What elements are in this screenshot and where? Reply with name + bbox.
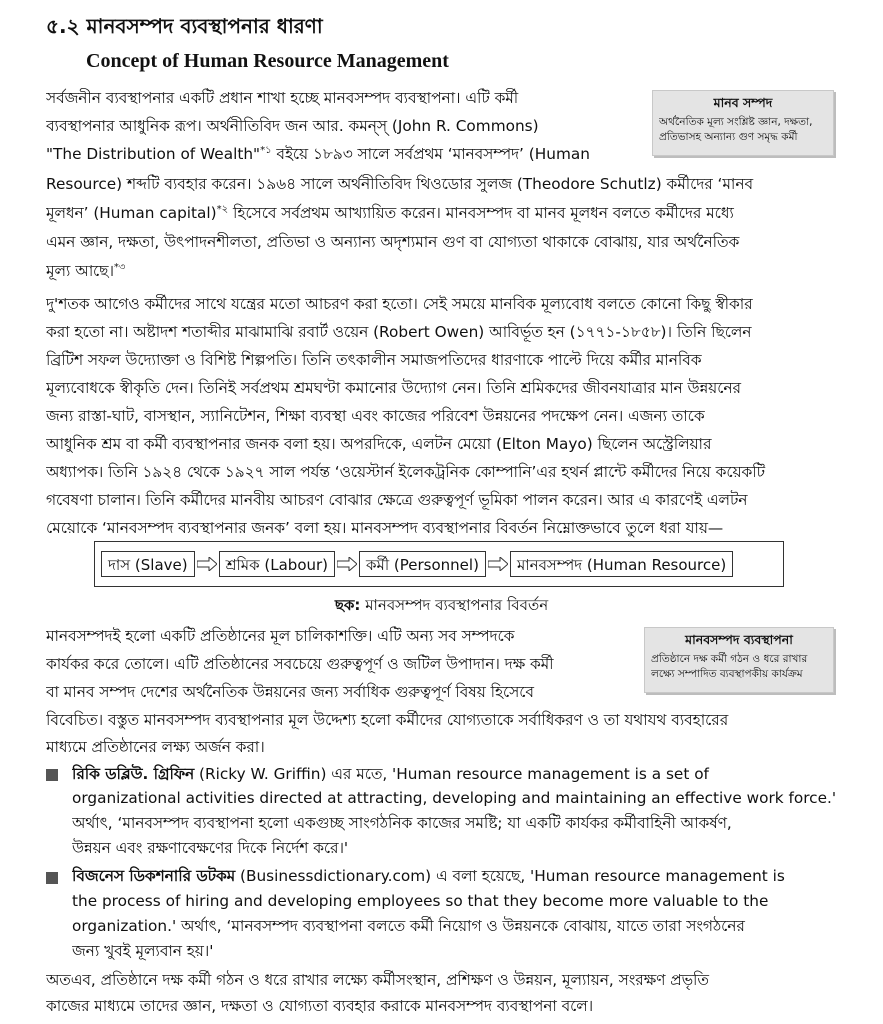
para1-line: মূল্য আছে।$^{*৩}$ xyxy=(46,261,126,280)
para2-line: গবেষণা চালান। তিনি কর্মীদের মানবীয় আচরণ বোঝার ক্ষেত্রে গুরুত্বপূর্ণ ভূমিকা পালন করেন। আর এ কারণেই এলটন xyxy=(46,491,748,509)
para3-line: মাধ্যমে প্রতিষ্ঠানের লক্ষ্য অর্জন করা। xyxy=(46,738,265,756)
note-line: প্রতিষ্ঠানে দক্ষ কর্মী গঠন ও ধরে রাখার xyxy=(651,653,808,665)
para3-line: মানবসম্পদই হলো একটি প্রতিষ্ঠানের মূল চালিকাশক্তি। এটি অন্য সব সম্পদকে xyxy=(46,627,515,645)
section-title: ৫.২ মানবসম্পদ ব্যবস্থাপনার ধারণা xyxy=(46,14,323,38)
para2-line: ব্রিটিশ সফল উদ্যোক্তা ও বিশিষ্ট শিল্পপতি। তিনি তৎকালীন সমাজপতিদের ধারণাকে পাল্টে দিয়ে কর্মীর মানবিক xyxy=(46,351,702,369)
arrow-right-icon xyxy=(488,557,508,571)
para2-line: অধ্যাপক। তিনি ১৯২৪ থেকে ১৯২৭ সাল পর্যন্ত ‘ওয়েস্টার্ন ইলেকট্রনিক কোম্পানি’এর হথর্ন প্লান্টে কর্মীদের নিয়ে কয়েকটি xyxy=(46,463,765,481)
flow-step-slave: দাস (Slave) xyxy=(101,551,195,577)
note-title: মানবসম্পদ ব্যবস্থাপনা xyxy=(685,632,793,647)
section-subtitle: Concept of Human Resource Management xyxy=(86,50,449,72)
bullet2-line: organization.' অর্থাৎ, ‘মানবসম্পদ ব্যবস্থাপনা বলতে কর্মী নিয়োগ ও উন্নয়নকে বোঝায়, যাতে তারা সংগঠনের xyxy=(72,917,745,935)
bullet2-line: জন্য খুবই মূল্যবান হয়।' xyxy=(72,942,214,960)
note-title: মানব সম্পদ xyxy=(713,95,773,110)
para2-line: মূল্যবোধকে স্বীকৃতি দেন। তিনিই সর্বপ্রথম শ্রমঘণ্টা কমানোর উদ্যোগ নেন। তিনি শ্রমিকদের জীবনযাত্রার মান উন্নয়নের xyxy=(46,379,741,397)
bullet1-line: উন্নয়ন এবং রক্ষণাবেক্ষণের দিকে নির্দেশ করে।' xyxy=(72,839,349,857)
flow-step-labour: শ্রমিক (Labour) xyxy=(219,551,335,577)
para1-line: Resource) শব্দটি ব্যবহার করেন। ১৯৬৪ সালে অর্থনীতিবিদ থিওডোর সুলজ (Theodore Schutlz) কর্মীদের ‘মানব xyxy=(46,175,753,193)
para1-line: "The Distribution of Wealth"$^{*১}$ বইয়ে ১৮৯৩ সালে সর্বপ্রথম ‘মানবসম্পদ’ (Human xyxy=(46,144,590,163)
bullet1-line: অর্থাৎ, ‘মানবসম্পদ ব্যবস্থাপনা হলো একগুচ্ছ সাংগঠনিক কাজের সমষ্টি; যা একটি কার্যকর কর্মীবাহিনী আকর্ষণ, xyxy=(72,814,732,832)
margin-note-hrm xyxy=(644,627,834,693)
bullet1-line: রিকি ডব্লিউ. গ্রিফিন (Ricky W. Griffin) এর মতে, 'Human resource management is a set of xyxy=(72,765,709,783)
para2-line: দু'শতক আগেও কর্মীদের সাথে যন্ত্রের মতো আচরণ করা হতো। সেই সময়ে মানবিক মূল্যবোধ বলতে কোনো কিছু স্বীকার xyxy=(46,295,753,313)
para2-line: মেয়োকে ‘মানবসম্পদ ব্যবস্থাপনার জনক’ বলা হয়। মানবসম্পদ ব্যবস্থাপনার বিবর্তন নিম্নোক্তভাবে তুলে ধরা যায়— xyxy=(46,519,724,537)
bullet2-line: the process of hiring and developing employees so that they become more valuable to the xyxy=(72,892,769,910)
arrow-right-icon xyxy=(197,557,217,571)
author-name: রিকি ডব্লিউ. গ্রিফিন xyxy=(72,765,195,783)
para1-line: মূলধন’ (Human capital)$^{*২}$ হিসেবে সর্বপ্রথম আখ্যায়িত করেন। মানবসম্পদ বা মানব মূলধন বলতে কর্মীদের মধ্যে xyxy=(46,203,734,222)
margin-note-human-resource xyxy=(652,90,834,156)
para2-line: আধুনিক শ্রম বা কর্মী ব্যবস্থাপনার জনক বলা হয়। অপরদিকে, এলটন মেয়ো (Elton Mayo) ছিলেন অস্ট্রেলিয়ার xyxy=(46,435,712,453)
note-line: অর্থনৈতিক মূল্য সংশ্লিষ্ট জ্ঞান, দক্ষতা, xyxy=(659,116,813,128)
footnote-mark: *২ xyxy=(216,203,229,215)
para3-line: বিবেচিত। বস্তুত মানবসম্পদ ব্যবস্থাপনার মূল উদ্দেশ্য হলো কর্মীদের যোগ্যতাকে সর্বাধিকরণ ও তা যথাযথ ব্যবহারের xyxy=(46,711,729,729)
evolution-flow-diagram xyxy=(94,541,784,587)
arrow-right-icon xyxy=(337,557,357,571)
footnote-mark: *১ xyxy=(260,144,272,156)
para1-line: এমন জ্ঞান, দক্ষতা, উৎপাদনশীলতা, প্রতিভা ও অন্যান্য অদৃশ্যমান গুণ বা যোগ্যতা থাকাকে বোঝায়, যার অর্থনৈতিক xyxy=(46,233,740,251)
figure-caption: ছক: মানবসম্পদ ব্যবস্থাপনার বিবর্তন xyxy=(334,596,549,614)
bullet-square-icon xyxy=(46,872,58,884)
flow-step-personnel: কর্মী (Personnel) xyxy=(359,551,486,577)
para1-line: সর্বজনীন ব্যবস্থাপনার একটি প্রধান শাখা হচ্ছে মানবসম্পদ ব্যবস্থাপনা। এটি কর্মী xyxy=(46,89,519,107)
para2-line: করা হতো না। অষ্টাদশ শতাব্দীর মাঝামাঝি রবার্ট ওয়েন (Robert Owen) আবির্ভূত হন (১৭৭১-১৮৫৮)। তিনি ছিলেন xyxy=(46,323,752,341)
para1-line: ব্যবস্থাপনার আধুনিক রূপ। অর্থনীতিবিদ জন আর. কমন্স্ (John R. Commons) xyxy=(46,117,539,135)
bullet2-line: বিজনেস ডিকশনারি ডটকম (Businessdictionary.com) এ বলা হয়েছে, 'Human resource management is xyxy=(72,867,785,885)
author-name: বিজনেস ডিকশনারি ডটকম xyxy=(72,867,236,885)
flow-step-human-resource: মানবসম্পদ (Human Resource) xyxy=(510,551,733,577)
para3-line: বা মানব সম্পদ দেশের অর্থনৈতিক উন্নয়নের জন্য সর্বাধিক গুরুত্বপূর্ণ বিষয় হিসেবে xyxy=(46,683,534,701)
conclusion-line: কাজের মাধ্যমে তাদের জ্ঞান, দক্ষতা ও যোগ্যতা ব্যবহার করাকে মানবসম্পদ ব্যবস্থাপনা বলে। xyxy=(46,997,594,1015)
note-line: প্রতিভাসহ অন্যান্য গুণ সমৃদ্ধ কর্মী xyxy=(659,131,798,143)
bullet1-line: organizational activities directed at attracting, developing and maintaining an effective work force.' xyxy=(72,789,836,807)
para2-line: জন্য রাস্তা-ঘাট, বাসস্থান, স্যানিটেশন, শিক্ষা ব্যবস্থা এবং কাজের পরিবেশ উন্নয়নের পদক্ষেপ নেন। এজন্য তাকে xyxy=(46,407,705,425)
note-line: লক্ষ্যে সম্পাদিত ব্যবস্থাপকীয় কার্যক্রম xyxy=(651,668,803,680)
bullet-square-icon xyxy=(46,769,58,781)
conclusion-line: অতএব, প্রতিষ্ঠানে দক্ষ কর্মী গঠন ও ধরে রাখার লক্ষ্যে কর্মীসংস্থান, প্রশিক্ষণ ও উন্নয়ন, মূল্যায়ন, সংরক্ষণ প্রভৃতি xyxy=(46,971,709,989)
footnote-mark: *৩ xyxy=(113,261,126,273)
para3-line: কার্যকর করে তোলে। এটি প্রতিষ্ঠানের সবচেয়ে গুরুত্বপূর্ণ ও জটিল উপাদান। দক্ষ কর্মী xyxy=(46,655,554,673)
